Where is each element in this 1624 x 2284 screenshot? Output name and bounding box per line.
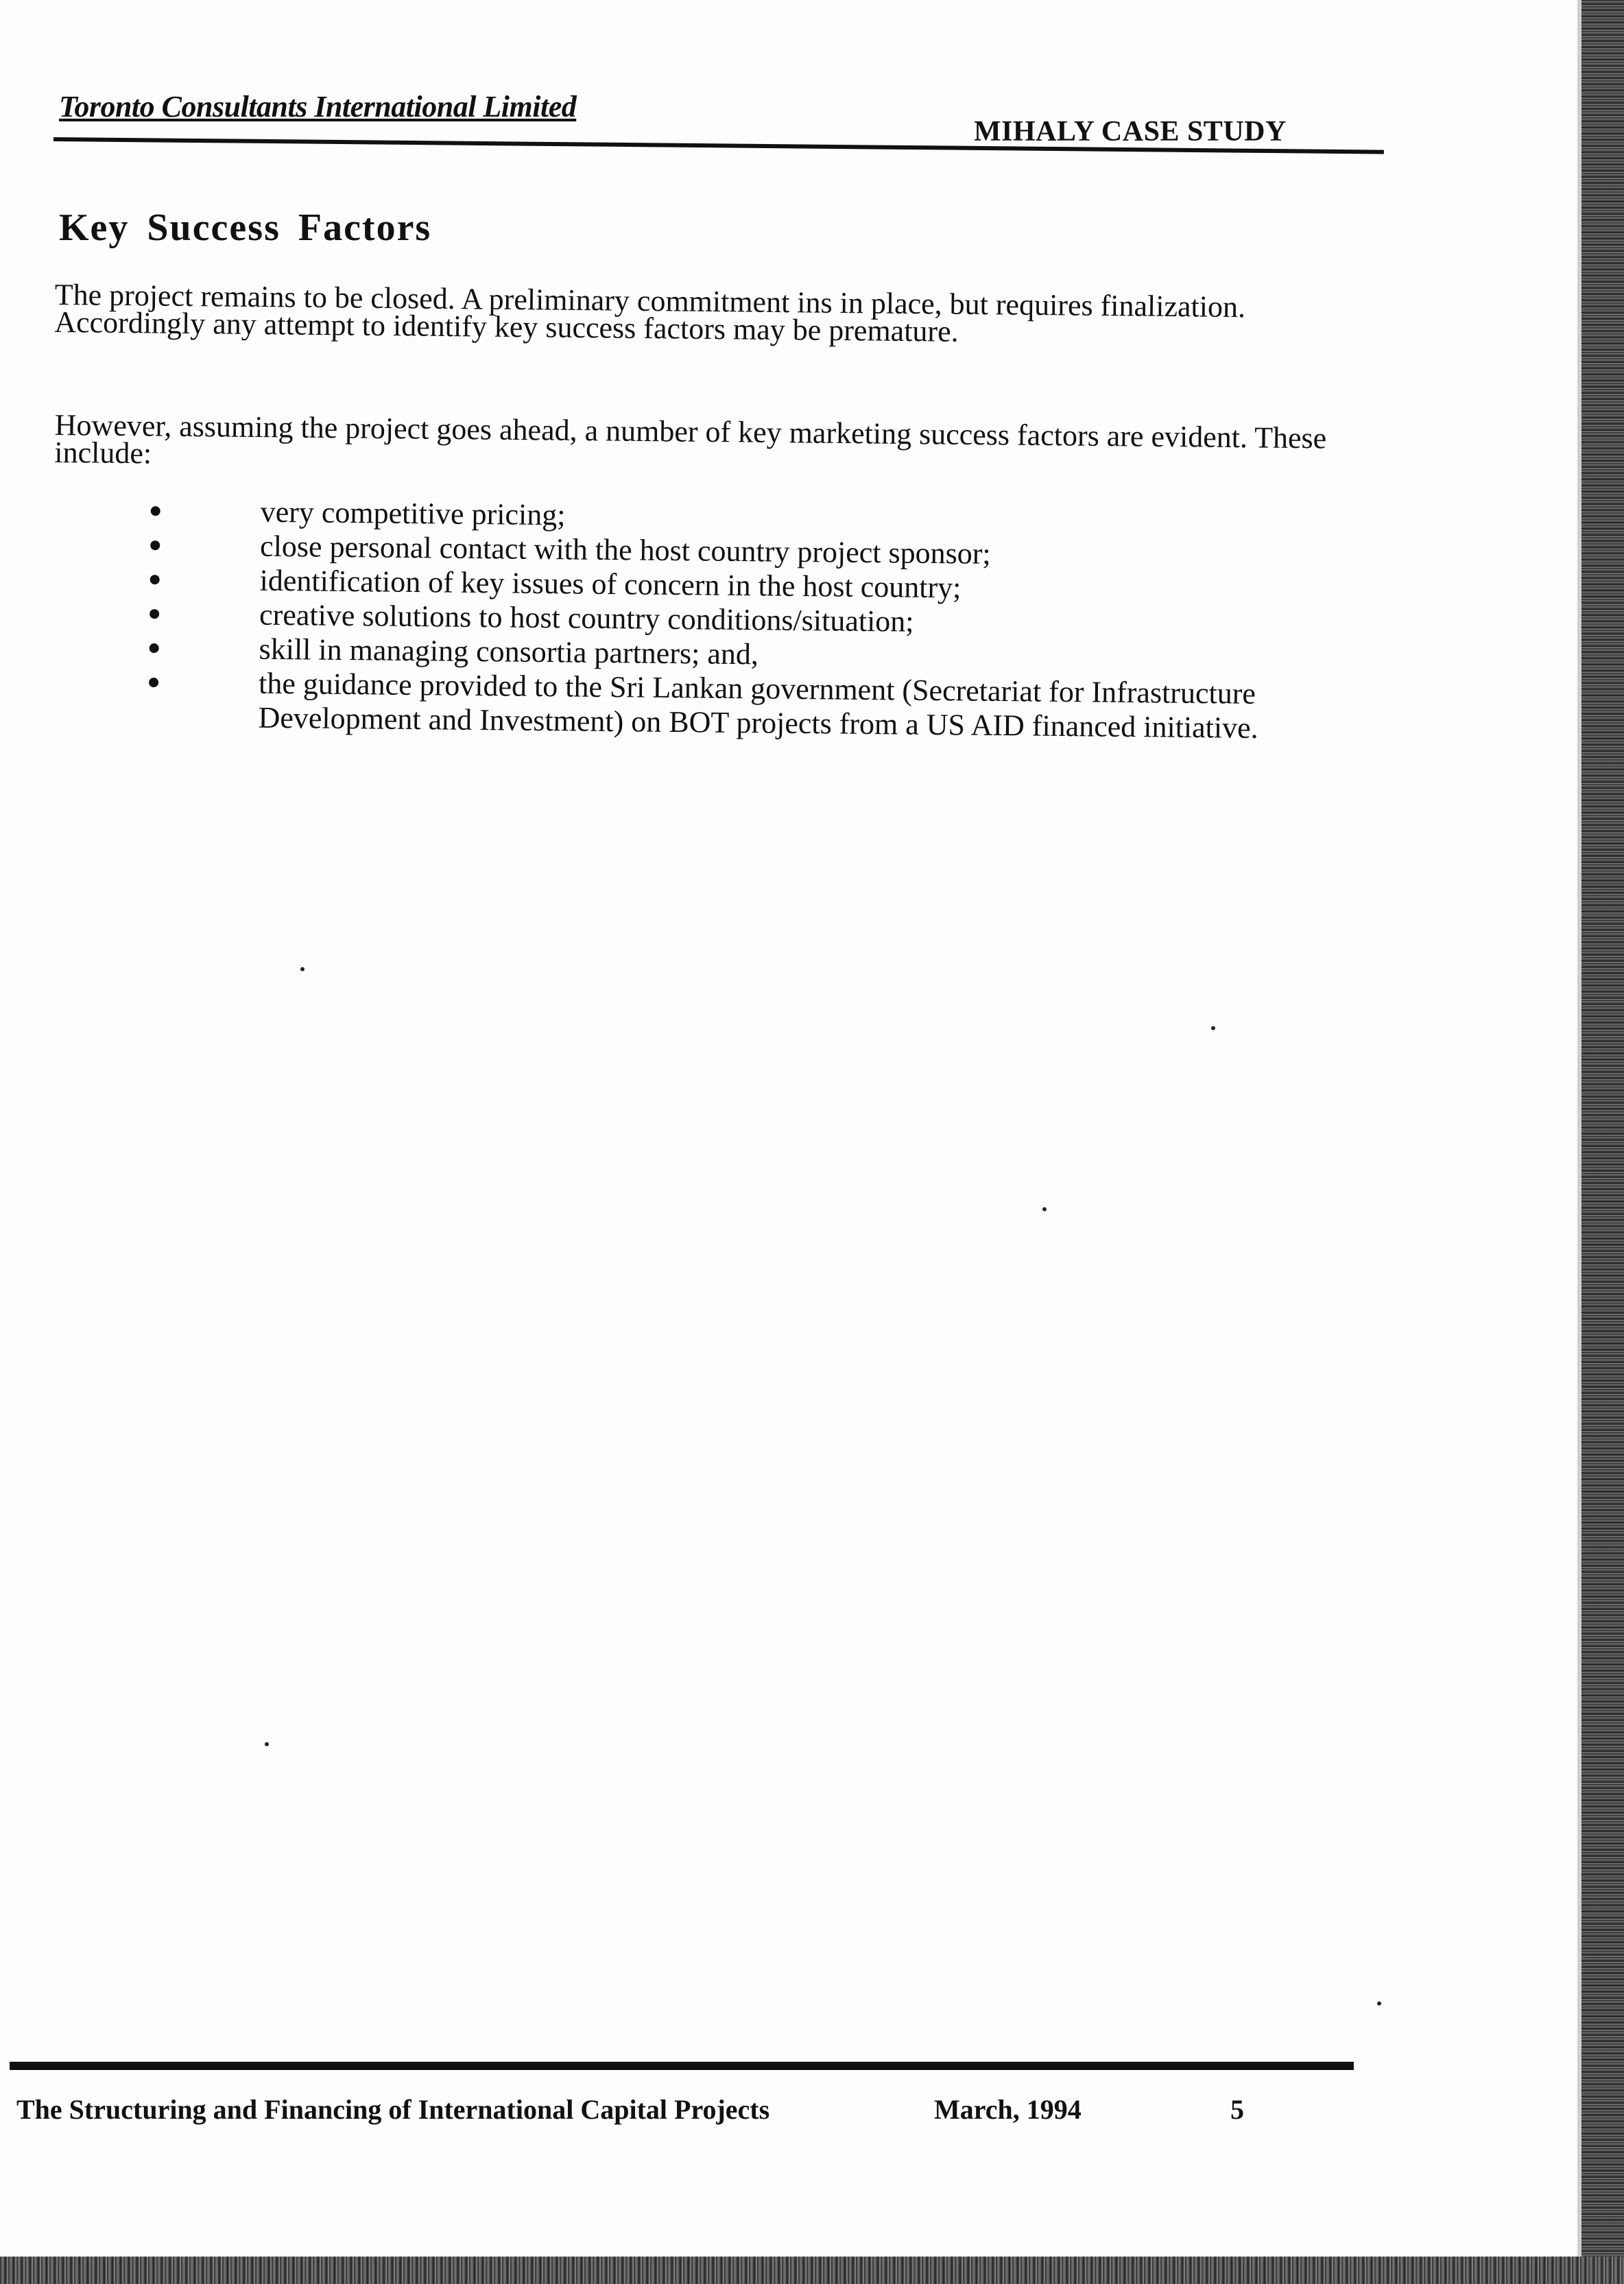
bullet-icon: [150, 643, 159, 653]
list-item: [148, 665, 1370, 747]
scan-edge-right: [1581, 0, 1624, 2284]
scan-edge-bottom: [0, 2257, 1624, 2284]
bullet-icon: [150, 540, 160, 550]
list-item-text: the guidance provided to the Sri Lankan government (Secretariat for Infrastructure Development and Investment) on BOT projects from a US AID financed initiative.: [258, 666, 1258, 745]
header-company-name: Toronto Consultants International Limited: [59, 90, 577, 123]
bullet-icon: [150, 609, 159, 619]
list-item-text: close personal contact with the host country project sponsor;: [259, 529, 991, 571]
list-item-text: creative solutions to host country conditions/situation;: [259, 597, 914, 639]
success-factors-list: [148, 494, 1372, 747]
footer-document-title: The Structuring and Financing of International Capital Projects: [16, 2094, 770, 2125]
footer-date: March, 1994: [934, 2094, 1082, 2125]
bullet-icon: [150, 575, 160, 584]
scan-speck: [300, 967, 304, 971]
list-item-text: very competitive pricing;: [260, 495, 566, 532]
bullet-icon: [151, 506, 160, 516]
scan-speck: [1042, 1207, 1047, 1211]
scan-speck: [1377, 2001, 1381, 2006]
list-item-text: identification of key issues of concern in the host country;: [259, 563, 962, 605]
paragraph-factors-lead: However, assuming the project goes ahead, a number of key marketing success factors are evident. These include:: [54, 408, 1327, 471]
page-number: 5: [1230, 2094, 1244, 2125]
bullet-icon: [149, 678, 158, 687]
section-heading: Key Success Factors: [59, 206, 432, 249]
footer-rule: [10, 2062, 1354, 2070]
scan-speck: [265, 1742, 269, 1746]
scan-speck: [1211, 1026, 1215, 1030]
paragraph-intro: The project remains to be closed. A preliminary commitment ins in place, but requires finalization. Accordingly any attempt to identify key success factors may be premature.: [54, 278, 1246, 348]
list-item-text: skill in managing consortia partners; and,: [259, 632, 759, 671]
header-case-title: MIHALY CASE STUDY: [974, 116, 1287, 147]
